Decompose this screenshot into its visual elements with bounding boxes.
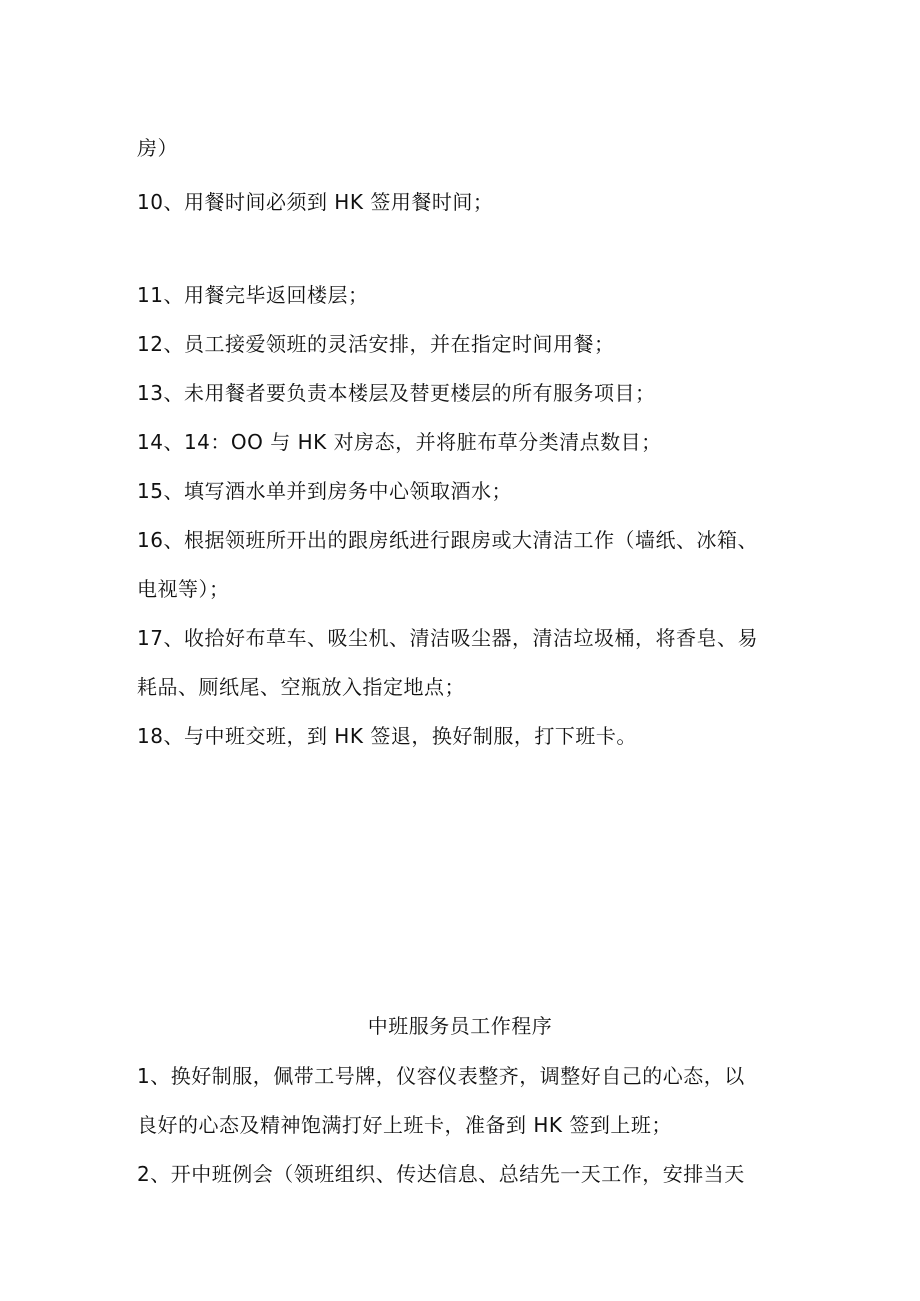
item-14: 14、14：OO 与 HK 对房态，并将脏布草分类清点数目；: [137, 430, 662, 454]
item-17-cont: 耗品、厕纸尾、空瓶放入指定地点；: [137, 675, 465, 699]
item-15: 15、填写酒水单并到房务中心领取酒水；: [137, 479, 512, 503]
text-line-1: 房）: [137, 136, 178, 160]
item-10: 10、用餐时间必须到 HK 签用餐时间；: [137, 190, 494, 214]
step-2: 2、开中班例会（领班组织、传达信息、总结先一天工作，安排当天: [137, 1162, 745, 1186]
item-16: 16、根据领班所开出的跟房纸进行跟房或大清洁工作（墙纸、冰箱、: [137, 528, 758, 552]
item-13: 13、未用餐者要负责本楼层及替更楼层的所有服务项目；: [137, 381, 656, 405]
item-12: 12、员工接爱领班的灵活安排，并在指定时间用餐；: [137, 332, 615, 356]
item-17: 17、收拾好布草车、吸尘机、清洁吸尘器，清洁垃圾桶，将香皂、易: [137, 626, 758, 650]
item-16-cont: 电视等）；: [137, 577, 230, 601]
item-18: 18、与中班交班，到 HK 签退，换好制服，打下班卡。: [137, 724, 637, 748]
step-1: 1、换好制服，佩带工号牌，仪容仪表整齐，调整好自己的心态，以: [137, 1064, 745, 1088]
section-title: 中班服务员工作程序: [367, 1014, 553, 1038]
item-11: 11、用餐完毕返回楼层；: [137, 283, 369, 307]
step-1-cont: 良好的心态及精神饱满打好上班卡，准备到 HK 签到上班；: [137, 1113, 672, 1137]
